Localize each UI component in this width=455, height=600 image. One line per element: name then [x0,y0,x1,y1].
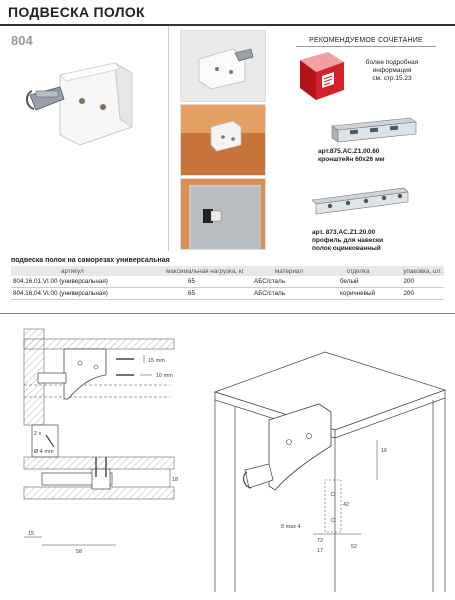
col-load: максимальная нагрузка, кг [158,266,252,276]
col-finish: отделка [326,266,390,276]
profile-description-2: полок оцинкованный [312,245,381,252]
product-code: 804 [11,33,33,48]
cell-load: 65 [158,276,252,288]
table-row [11,276,444,288]
cell-load: 65 [158,288,252,300]
page-title: ПОДВЕСКА ПОЛОК [8,4,145,20]
dim-58-label: 58 [76,549,83,555]
cell-finish: белый [326,276,390,288]
cell-packaging: 200 [390,288,444,300]
recommended-title: РЕКОМЕНДУЕМОЕ СОЧЕТАНИЕ [309,37,423,44]
photo-installed [180,104,266,176]
cell-material: АБС/сталь [252,276,326,288]
bracket-caption [318,148,385,164]
dim-16-label: 16 [381,448,388,454]
profile-accessory-image [310,186,410,216]
cell-article: 804.16.01.VI.00 (универсальная) [11,276,158,288]
recommended-divider [296,46,436,47]
info-note [357,59,427,83]
photo-cabinet [180,178,266,250]
bracket-article: арт.875.AC.Z1.00.60 [318,148,380,155]
page-header [0,0,455,26]
technical-drawing-isometric [205,330,450,595]
cell-packaging: 200 [390,276,444,288]
cell-material: АБС/сталь [252,288,326,300]
dim-52-label: 52 [351,544,358,550]
col-packaging: упаковка, шт. [390,266,444,276]
dim-72-label: 72 [317,538,324,544]
table-header-row [11,266,444,276]
info-line-3: см. стр.15.23 [372,75,412,82]
table-title: подвеска полок на саморезах универсальная [11,257,170,264]
technical-drawing-side [20,325,220,570]
cell-finish: коричневый [326,288,390,300]
screw-count-label: 2 x [34,431,42,437]
dim-18-label: 18 [172,477,179,483]
product-image [20,55,160,160]
cell-article: 804.16.04.VI.00 (универсальная) [11,288,158,300]
dim-15mm-label: 15 mm [148,358,165,364]
catalog-book-icon [294,50,350,102]
column-divider [168,26,169,251]
table-row [11,288,444,300]
profile-caption [312,229,383,253]
profile-description-1: профиль для навески [312,237,384,244]
screw-diameter-label: Ø 4 mm [34,449,54,455]
info-line-1: более подробная [365,59,419,66]
dim-10mm-label: 10 mm [156,373,173,379]
bracket-description: кронштейн 60x26 мм [318,156,385,163]
dim-42-label: 42 [343,502,350,508]
section-divider [0,313,455,314]
photo-bracket [180,30,266,102]
bracket-accessory-image [328,116,420,146]
info-line-2: информация [372,67,412,74]
col-material: материал [252,266,326,276]
spec-table [11,266,444,300]
dim-max4-label: 8 max 4 [281,524,301,530]
dim-17-label: 17 [317,548,324,554]
col-article: артикул [11,266,158,276]
profile-article: арт. 873.AC.Z1.20.00 [312,229,376,236]
dim-15-label: 15 [28,531,35,537]
